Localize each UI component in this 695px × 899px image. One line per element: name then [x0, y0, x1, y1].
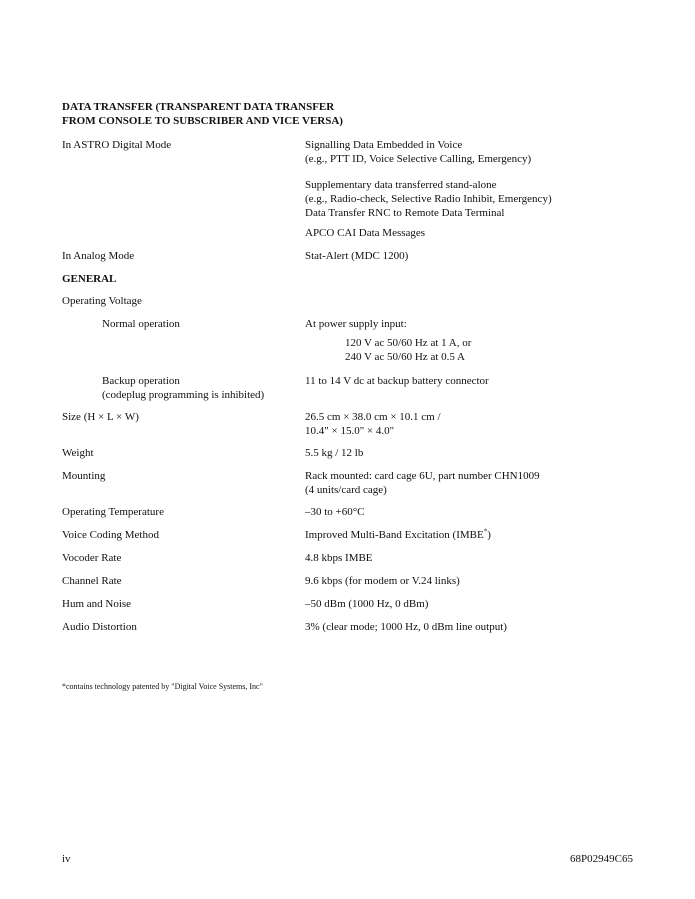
section-heading-general: GENERAL	[62, 273, 117, 285]
spec-value: Signalling Data Embedded in Voice (e.g., PTT ID, Voice Selective Calling, Emergency)	[305, 139, 532, 165]
spec-label: Operating Temperature	[62, 506, 164, 518]
page-number: iv	[62, 853, 71, 865]
spec-label: Hum and Noise	[62, 598, 132, 610]
spec-label: Size (H × L × W)	[62, 411, 139, 423]
spec-label: In ASTRO Digital Mode	[62, 139, 172, 151]
spec-value: Rack mounted: card cage 6U, part number CHN1009 (4 units/card cage)	[305, 470, 540, 496]
spec-value: Data Transfer RNC to Remote Data Terminal	[305, 207, 505, 219]
spec-value: –30 to +60°C	[305, 506, 365, 518]
spec-value: 11 to 14 V dc at backup battery connector	[305, 375, 489, 387]
footnote: *contains technology patented by "Digital Voice Systems, Inc"	[62, 682, 263, 691]
spec-value: 4.8 kbps IMBE	[305, 552, 373, 564]
spec-value: 5.5 kg / 12 lb	[305, 447, 364, 459]
footnote-marker: *	[483, 527, 488, 536]
spec-label: Channel Rate	[62, 575, 122, 587]
spec-label: Vocoder Rate	[62, 552, 122, 564]
spec-label: Mounting	[62, 470, 106, 482]
spec-value: 120 V ac 50/60 Hz at 1 A, or 240 V ac 50/60 Hz at 0.5 A	[345, 337, 472, 363]
spec-label: Operating Voltage	[62, 295, 142, 307]
document-number: 68P02949C65	[570, 853, 633, 865]
spec-value: –50 dBm (1000 Hz, 0 dBm)	[305, 598, 429, 610]
spec-value: APCO CAI Data Messages	[305, 227, 426, 239]
section-heading-data-transfer: DATA TRANSFER (TRANSPARENT DATA TRANSFER FROM CONSOLE TO SUBSCRIBER AND VICE VERSA)	[62, 101, 343, 127]
spec-label: In Analog Mode	[62, 250, 135, 262]
spec-label: Voice Coding Method	[62, 529, 159, 541]
spec-value: 26.5 cm × 38.0 cm × 10.1 cm / 10.4" × 15.0" × 4.0"	[305, 411, 441, 437]
spec-label: Weight	[62, 447, 94, 459]
spec-value: Improved Multi-Band Excitation (IMBE*)	[305, 527, 491, 541]
spec-label: Backup operation (codeplug programming is inhibited)	[102, 375, 265, 401]
spec-value: 3% (clear mode; 1000 Hz, 0 dBm line output)	[305, 621, 507, 633]
spec-value: 9.6 kbps (for modem or V.24 links)	[305, 575, 460, 587]
spec-label: Normal operation	[102, 318, 180, 330]
spec-value: Stat-Alert (MDC 1200)	[305, 250, 409, 262]
spec-value: At power supply input:	[305, 318, 407, 330]
spec-value: Supplementary data transferred stand-alone (e.g., Radio-check, Selective Radio Inhibit, Emergency)	[305, 179, 552, 205]
spec-label: Audio Distortion	[62, 621, 137, 633]
